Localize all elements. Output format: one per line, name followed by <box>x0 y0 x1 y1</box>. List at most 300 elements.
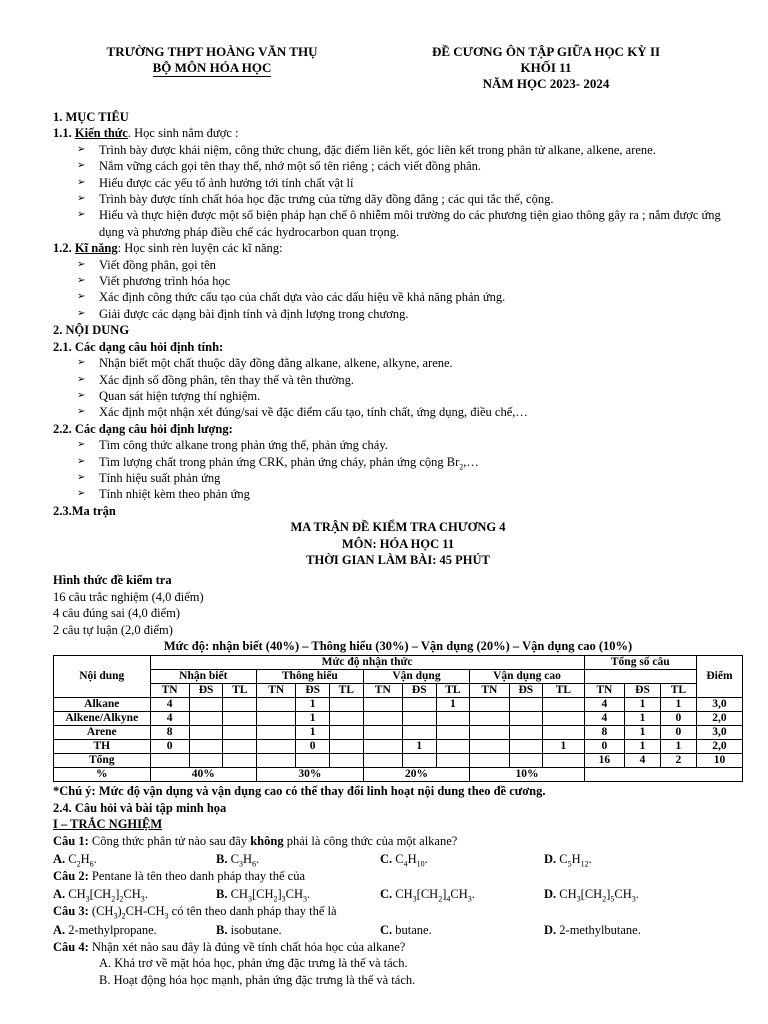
knowledge-item-text: Trình bày được tính chất hóa học đặc trưng của từng dãy đồng đẳng ; các qui tắc thế, cộng. <box>99 192 554 207</box>
formula-subscript: 2 <box>121 911 126 921</box>
formula-part: . <box>255 852 260 867</box>
matrix-cell: 0 <box>660 712 696 726</box>
formula-subscript: 3 <box>467 894 472 904</box>
answer-option <box>53 922 157 938</box>
answer-option-key: B. <box>216 922 228 937</box>
school-name: TRƯỜNG THPT HOÀNG VĂN THỤ <box>106 44 318 59</box>
matrix-cell: 1 <box>625 740 661 754</box>
question-3-options <box>53 922 743 939</box>
matrix-cell: 0 <box>296 740 330 754</box>
skill-item-text: Xác định công thức cấu tạo của chất dựa vào các dấu hiệu về khả năng phản ứng. <box>99 290 506 305</box>
matrix-cell <box>330 754 364 768</box>
matrix-subject: MÔN: HÓA HỌC 11 <box>341 536 455 551</box>
matrix-cell <box>509 698 543 712</box>
matrix-cell <box>296 754 330 768</box>
formula-part: (CH <box>88 904 114 919</box>
bullet-arrow-icon: ➢ <box>77 357 86 369</box>
matrix-row <box>54 726 743 740</box>
quantitative-list <box>53 437 743 503</box>
matrix-sub-header: TL <box>330 684 364 698</box>
matrix-cell <box>543 712 585 726</box>
quantitative-item-text: Tính hiệu suất phản ứng <box>99 470 221 485</box>
matrix-col-total: Tổng số câu <box>584 656 696 670</box>
matrix-cell: 10 <box>696 754 742 768</box>
matrix-sub-header: ĐS <box>296 684 330 698</box>
department-block <box>96 60 328 77</box>
answer-option <box>544 851 592 867</box>
answer-option-text: 2-methylpropane. <box>65 922 157 937</box>
document-title: ĐỀ CƯƠNG ÔN TẬP GIỮA HỌC KỲ II <box>431 44 661 59</box>
formula-subscript: 3 <box>85 894 90 904</box>
formula-part: [CH <box>251 887 274 902</box>
formula-subscript: 2 <box>76 859 81 869</box>
skill-item <box>53 306 743 322</box>
quantitative-item <box>53 437 743 453</box>
assessment-matrix-table <box>53 655 743 782</box>
matrix-cell <box>189 712 223 726</box>
skills-heading: 1.2. Kĩ năng: Học sinh rèn luyện các kĩ năng: <box>53 241 283 256</box>
matrix-cell <box>330 726 364 740</box>
exam-form-heading: Hình thức đề kiểm tra <box>53 573 172 588</box>
matrix-cell <box>543 754 585 768</box>
quantitative-item-text: Tìm công thức alkane trong phản ứng thế, phản ứng cháy. <box>99 438 388 453</box>
bullet-arrow-icon: ➢ <box>77 307 86 319</box>
matrix-cell <box>363 726 402 740</box>
document-body <box>53 109 743 988</box>
question-2: Câu 2: Pentane là tên theo danh pháp thay thế của <box>53 869 306 884</box>
formula-part: H <box>407 852 417 867</box>
matrix-level-header: Vận dụng <box>363 670 470 684</box>
skills-list <box>53 257 743 323</box>
matrix-cell <box>509 712 543 726</box>
question-4-options <box>53 955 743 988</box>
formula-subscript: 3 <box>576 894 581 904</box>
formula-subscript: 2 <box>602 894 607 904</box>
quantitative-item-text: Tìm lượng chất trong phản ứng CRK, phản ứng cháy, phản ứng cộng Br <box>99 454 460 469</box>
matrix-cell: 0 <box>150 740 189 754</box>
formula-part: CH <box>450 887 468 902</box>
matrix-cell <box>402 698 436 712</box>
matrix-cell <box>330 698 364 712</box>
matrix-row-label: Tổng <box>54 754 151 768</box>
matrix-cell: 1 <box>296 726 330 740</box>
matrix-sub-header: ĐS <box>625 684 661 698</box>
matrix-level-header: Vận dụng cao <box>470 670 584 684</box>
bromine-subscript: 2 <box>459 462 464 472</box>
matrix-cell <box>330 712 364 726</box>
document-header <box>0 44 768 96</box>
formula-subscript: 6 <box>251 859 256 869</box>
matrix-cell <box>223 712 257 726</box>
matrix-cell <box>509 754 543 768</box>
formula-subscript: 3 <box>247 894 252 904</box>
matrix-cell <box>436 754 470 768</box>
formula-part: ] <box>277 887 282 902</box>
bullet-arrow-icon: ➢ <box>77 291 86 303</box>
matrix-cell: 8 <box>150 726 189 740</box>
matrix-cell <box>436 740 470 754</box>
exam-form-list <box>53 589 743 638</box>
matrix-row <box>54 754 743 768</box>
formula-part: CH-CH <box>125 904 165 919</box>
answer-option-text: butane. <box>392 922 432 937</box>
matrix-cell <box>330 740 364 754</box>
answer-option-key: A. <box>53 922 66 937</box>
matrix-sub-header: TL <box>543 684 585 698</box>
formula-part: ) <box>117 904 122 919</box>
formula-part: C <box>395 852 404 867</box>
qualitative-item <box>53 372 743 388</box>
answer-option-key: B. <box>216 887 228 902</box>
formula-part: CH <box>559 887 577 902</box>
matrix-col-score: Điểm <box>696 656 742 698</box>
formula-subscript: 3 <box>281 894 286 904</box>
question-2-options <box>53 886 743 903</box>
answer-option-text: isobutane. <box>227 922 282 937</box>
formula-subscript: 10 <box>416 859 425 869</box>
formula-subscript: 3 <box>164 911 169 921</box>
matrix-cell <box>223 698 257 712</box>
answer-option-key: D. <box>544 887 557 902</box>
answer-option-key: B. <box>216 852 228 867</box>
matrix-heading: 2.3.Ma trận <box>53 503 116 518</box>
matrix-cell: 1 <box>625 698 661 712</box>
part-multiple-choice: I – TRẮC NGHIỆM <box>53 817 163 832</box>
matrix-sub-header: TL <box>223 684 257 698</box>
matrix-cell <box>509 726 543 740</box>
formula-part: CH <box>123 887 141 902</box>
matrix-row <box>54 698 743 712</box>
matrix-cell: 8 <box>584 726 624 740</box>
matrix-cell <box>189 754 223 768</box>
matrix-sub-header: ĐS <box>509 684 543 698</box>
matrix-cell <box>402 712 436 726</box>
quantitative-item-text: Tính nhiệt kèm theo phản ứng <box>99 487 250 502</box>
matrix-row-label: Alkene/Alkyne <box>54 712 151 726</box>
matrix-cell <box>363 740 402 754</box>
matrix-cell <box>223 726 257 740</box>
matrix-sub-header: ĐS <box>402 684 436 698</box>
matrix-cell: 3,0 <box>696 726 742 740</box>
formula-subscript: 12 <box>580 859 589 869</box>
matrix-percent-cell: 30% <box>257 768 364 782</box>
matrix-level-header: Thông hiểu <box>257 670 364 684</box>
matrix-cell <box>402 726 436 740</box>
formula-subscript: 4 <box>446 894 451 904</box>
matrix-cell <box>543 698 585 712</box>
formula-part: CH <box>68 887 86 902</box>
matrix-note: *Chú ý: Mức độ vận dụng và vận dụng cao có thể thay đổi linh hoạt nội dung theo đề cương. <box>53 784 546 799</box>
qualitative-list <box>53 355 743 421</box>
matrix-cell <box>223 754 257 768</box>
formula-part: . <box>471 887 475 902</box>
formula-part: [CH <box>89 887 112 902</box>
matrix-sub-header: TN <box>257 684 296 698</box>
skill-item-text: Viết phương trình hóa học <box>99 274 231 289</box>
answer-option-text: 2-methylbutane. <box>556 922 641 937</box>
answer-option-key: C. <box>380 887 393 902</box>
formula-part: C <box>68 852 77 867</box>
matrix-col-levels: Mức độ nhận thức <box>150 656 584 670</box>
bullet-arrow-icon: ➢ <box>77 471 86 483</box>
formula-part: H <box>571 852 581 867</box>
department-name: BỘ MÔN HÓA HỌC <box>152 60 272 75</box>
bullet-arrow-icon: ➢ <box>77 209 86 221</box>
qualitative-item-text: Xác định số đồng phân, tên thay thế và tên thường. <box>99 372 354 387</box>
answer-option: B. Hoạt động hóa học mạnh, phản ứng đặc trưng là thế và tách. <box>99 972 416 987</box>
matrix-cell: 0 <box>584 740 624 754</box>
answer-option-key: C. <box>380 922 393 937</box>
matrix-cell: 1 <box>436 698 470 712</box>
formula-subscript: 3 <box>140 894 145 904</box>
formula-part: ] <box>606 887 611 902</box>
bullet-arrow-icon: ➢ <box>77 488 86 500</box>
matrix-cell <box>189 740 223 754</box>
matrix-cell: 1 <box>625 712 661 726</box>
formula-part: . <box>307 887 311 902</box>
qualitative-item <box>53 388 743 404</box>
formula-part: H <box>242 852 252 867</box>
formula-subscript: 2 <box>438 894 443 904</box>
answer-option <box>216 922 282 938</box>
matrix-sub-header: TL <box>436 684 470 698</box>
matrix-cell <box>436 726 470 740</box>
formula-subscript: 6 <box>89 859 94 869</box>
question-1: Câu 1: Công thức phân tử nào sau đây không phải là công thức của một alkane? <box>53 833 458 848</box>
matrix-cell <box>189 726 223 740</box>
bullet-arrow-icon: ➢ <box>77 373 86 385</box>
answer-option: A. Khá trơ về mặt hóa học, phản ứng đặc trưng là thế và tách. <box>99 956 408 971</box>
qualitative-item <box>53 404 743 420</box>
matrix-levels-row <box>54 670 743 684</box>
answer-option <box>380 851 428 867</box>
answer-option <box>380 922 432 938</box>
levels-line: Mức độ: nhận biết (40%) – Thông hiểu (30%) – Vận dụng (20%) – Vận dụng cao (10%) <box>163 639 633 653</box>
formula-part: . <box>93 852 97 867</box>
answer-option-key: A. <box>53 852 66 867</box>
matrix-row-label: TH <box>54 740 151 754</box>
matrix-cell: 1 <box>660 740 696 754</box>
answer-option <box>53 886 148 902</box>
matrix-cell <box>223 740 257 754</box>
knowledge-item <box>53 175 743 191</box>
answer-option <box>216 851 259 867</box>
bullet-arrow-icon: ➢ <box>77 176 86 188</box>
matrix-sub-header: TN <box>150 684 189 698</box>
matrix-percent-label: % <box>54 768 151 782</box>
bullet-arrow-icon: ➢ <box>77 439 86 451</box>
matrix-cell <box>470 754 509 768</box>
matrix-level-header: Nhận biết <box>150 670 257 684</box>
matrix-cell: 4 <box>625 754 661 768</box>
matrix-percent-cell: 10% <box>470 768 584 782</box>
bullet-arrow-icon: ➢ <box>77 193 86 205</box>
answer-option <box>544 886 639 902</box>
section-heading-objectives: 1. MỤC TIÊU <box>53 110 129 124</box>
formula-subscript: 3 <box>303 894 308 904</box>
knowledge-list <box>53 142 743 240</box>
matrix-percent-row <box>54 768 743 782</box>
formula-part: . <box>144 887 148 902</box>
matrix-cell: 2 <box>660 754 696 768</box>
bullet-arrow-icon: ➢ <box>77 389 86 401</box>
quantitative-item <box>53 454 743 470</box>
bullet-arrow-icon: ➢ <box>77 275 86 287</box>
knowledge-item-text: Hiểu được các yếu tố ảnh hưởng tới tính chất vật lí <box>99 175 354 190</box>
answer-option <box>380 886 475 902</box>
answer-option <box>544 922 641 938</box>
matrix-title: MA TRẬN ĐỀ KIỂM TRA CHƯƠNG 4 <box>290 520 506 535</box>
matrix-cell: 1 <box>543 740 585 754</box>
knowledge-heading: 1.1. Kiến thức. Học sinh nắm được : <box>53 126 239 141</box>
matrix-cell <box>402 754 436 768</box>
formula-subscript: 2 <box>111 894 116 904</box>
matrix-col-content: Nội dung <box>54 656 151 698</box>
matrix-cell: 2,0 <box>696 712 742 726</box>
formula-part: H <box>80 852 90 867</box>
qualitative-item-text: Xác định một nhận xét đúng/sai về đặc điểm cấu tạo, tính chất, ứng dụng, điều chế,… <box>99 405 528 420</box>
formula-part: CH <box>230 887 248 902</box>
formula-part: . <box>424 852 428 867</box>
matrix-cell <box>543 726 585 740</box>
answer-option <box>216 886 310 902</box>
section-heading-content: 2. NỘI DUNG <box>53 323 130 338</box>
matrix-percent-blank <box>584 768 742 782</box>
matrix-cell: 4 <box>150 698 189 712</box>
matrix-sub-header: TL <box>660 684 696 698</box>
answer-option-key: A. <box>53 887 66 902</box>
bullet-arrow-icon: ➢ <box>77 258 86 270</box>
formula-subscript: 3 <box>631 894 636 904</box>
matrix-cell: 3,0 <box>696 698 742 712</box>
matrix-cell: 4 <box>584 698 624 712</box>
matrix-cell: 1 <box>296 712 330 726</box>
matrix-cell <box>150 754 189 768</box>
exam-form-line: 2 câu tự luận (2,0 điểm) <box>53 622 173 637</box>
formula-part: CH <box>285 887 304 902</box>
question-1-options <box>53 851 743 868</box>
matrix-cell: 1 <box>296 698 330 712</box>
formula-part: CH <box>614 887 632 902</box>
matrix-duration: THỜI GIAN LÀM BÀI: 45 PHÚT <box>306 552 490 567</box>
qualitative-item <box>53 355 743 371</box>
quantitative-item <box>53 470 743 486</box>
bullet-arrow-icon: ➢ <box>77 406 86 418</box>
exam-form-line: 4 câu đúng sai (4,0 điểm) <box>53 606 181 621</box>
matrix-cell <box>257 712 296 726</box>
question-4: Câu 4: Nhận xét nào sau đây là đúng về tính chất hóa học của alkane? <box>53 939 406 954</box>
matrix-cell: 4 <box>584 712 624 726</box>
matrix-cell: 16 <box>584 754 624 768</box>
matrix-cell <box>257 698 296 712</box>
formula-part: C <box>230 852 239 867</box>
matrix-header-row <box>54 656 743 670</box>
matrix-cell <box>257 726 296 740</box>
formula-subscript: 3 <box>238 859 243 869</box>
matrix-row <box>54 712 743 726</box>
formula-part: C <box>559 852 568 867</box>
matrix-percent-cell: 20% <box>363 768 470 782</box>
matrix-row-label: Arene <box>54 726 151 740</box>
formula-part: ] <box>442 887 447 902</box>
matrix-cell: 1 <box>402 740 436 754</box>
skill-item <box>53 273 743 289</box>
matrix-cell: 2,0 <box>696 740 742 754</box>
matrix-subheader-row <box>54 684 743 698</box>
bullet-arrow-icon: ➢ <box>77 455 86 467</box>
formula-subscript: 5 <box>610 894 615 904</box>
matrix-sub-header: TN <box>584 684 624 698</box>
skill-item-text: Giải được các dạng bài định tính và định lượng trong chương. <box>99 306 409 321</box>
matrix-cell: 4 <box>150 712 189 726</box>
skill-item-text: Viết đồng phân, gọi tên <box>99 257 216 272</box>
matrix-cell: 1 <box>660 698 696 712</box>
formula-subscript: 3 <box>113 911 118 921</box>
knowledge-item-text: Hiểu và thực hiện được một số biện pháp hạn chế ô nhiễm môi trường do các phương tiện giao thông gây ra ; nắm được ứng dụng và phương pháp điều chế các hydrocarbon quan trọng. <box>99 208 721 239</box>
matrix-total-spacer <box>584 670 696 684</box>
knowledge-item-text: Nắm vững cách gọi tên thay thế, nhớ một số tên riêng ; cách viết đồng phân. <box>99 159 482 174</box>
matrix-percent-cell: 40% <box>150 768 257 782</box>
quantitative-heading: 2.2. Các dạng câu hỏi định lượng: <box>53 421 233 436</box>
formula-part: CH <box>395 887 413 902</box>
matrix-cell <box>363 712 402 726</box>
matrix-cell <box>363 698 402 712</box>
formula-part: ] <box>115 887 120 902</box>
matrix-cell: 1 <box>625 726 661 740</box>
skill-item <box>53 289 743 305</box>
qualitative-heading: 2.1. Các dạng câu hỏi định tính: <box>53 339 224 354</box>
matrix-row <box>54 740 743 754</box>
matrix-sub-header: ĐS <box>189 684 223 698</box>
quantitative-item <box>53 486 743 502</box>
matrix-cell <box>470 698 509 712</box>
matrix-sub-header: TN <box>470 684 509 698</box>
matrix-cell <box>257 740 296 754</box>
knowledge-item <box>53 142 743 158</box>
grade-line: KHỐI 11 <box>520 60 572 75</box>
formula-part: . <box>635 887 639 902</box>
formula-part: [CH <box>416 887 439 902</box>
formula-subscript: 2 <box>119 894 124 904</box>
matrix-cell <box>470 726 509 740</box>
formula-subscript: 3 <box>412 894 417 904</box>
matrix-cell <box>470 740 509 754</box>
knowledge-item <box>53 158 743 174</box>
school-year: NĂM HỌC 2023- 2024 <box>482 76 610 91</box>
qualitative-item-text: Nhận biết một chất thuộc dãy đồng đẳng alkane, alkene, alkyne, arene. <box>99 356 453 371</box>
answer-option <box>53 851 97 867</box>
answer-option-key: D. <box>544 922 557 937</box>
formula-subscript: 5 <box>567 859 572 869</box>
matrix-row-label: Alkane <box>54 698 151 712</box>
formula-part: [CH <box>580 887 603 902</box>
bromine-tail: ,… <box>463 454 479 469</box>
qualitative-item-text: Quan sát hiện tượng thí nghiệm. <box>99 388 261 403</box>
knowledge-item <box>53 191 743 207</box>
matrix-cell <box>436 712 470 726</box>
matrix-cell <box>509 740 543 754</box>
matrix-cell <box>257 754 296 768</box>
formula-part: . <box>588 852 592 867</box>
bullet-arrow-icon: ➢ <box>77 160 86 172</box>
formula-part: có tên theo danh pháp thay thế là <box>168 904 337 919</box>
matrix-cell <box>189 698 223 712</box>
question-3: Câu 3: $(CH_3)_2CH-CH_3$ có tên theo danh pháp thay thế là <box>53 904 337 921</box>
knowledge-item <box>53 207 743 240</box>
answer-option-key: C. <box>380 852 393 867</box>
formula-subscript: 4 <box>403 859 408 869</box>
matrix-cell <box>363 754 402 768</box>
